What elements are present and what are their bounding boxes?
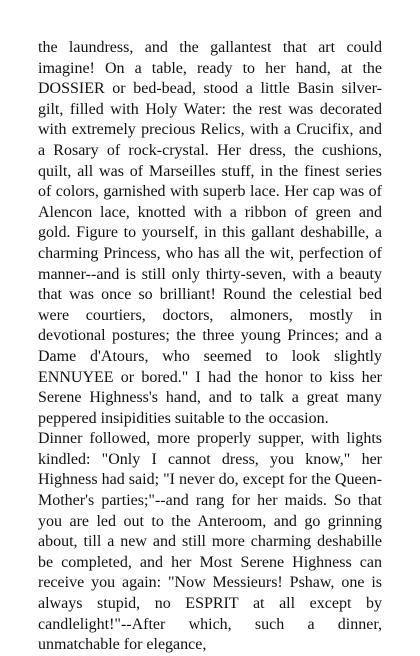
paragraph-2: Dinner followed, more properly supper, with lights kindled: "Only I cannot dress, you know," her Highness had said; "I never do, except for the Queen-Mother's parties;"--and rang for her maids. So that you are led out to the Anteroom, and go grinning about, till a new and still more charming deshabille be completed, and her Most Serene Highness can receive you again: "Now Messieurs! Pshaw, one is always stupid, no ESPRIT at all except by candlelight!"--After which, such a dinner, unmatchable for elegance,: [38, 430, 382, 654]
document-page: [38, 38, 382, 656]
paragraph-1: the laundress, and the gallantest that art could imagine! On a table, ready to her hand, at the DOSSIER or bed-bead, stood a little Basin silver-gilt, filled with Holy Water: the rest was decorated with extremely precious Relics, with a Crucifix, and a Rosary of rock-crystal. Her dress, the cushions, quilt, all was of Marseilles stuff, in the finest series of colors, garnished with superb lace. Her cap was of Alencon lace, knotted with a ribbon of green and gold. Figure to yourself, in this gallant deshabille, a charming Princess, who has all the wit, perfection of manner--and is still only thirty-seven, with a beauty that was once so brilliant! Round the celestial bed were courtiers, doctors, almoners, mostly in devotional postures; the three young Princes; and a Dame d'Atours, who seemed to look slightly ENNUYEE or bored." I had the honor to kiss her Serene Highness's hand, and to talk a great many peppered insipidities suitable to the occasion.: [38, 39, 382, 427]
